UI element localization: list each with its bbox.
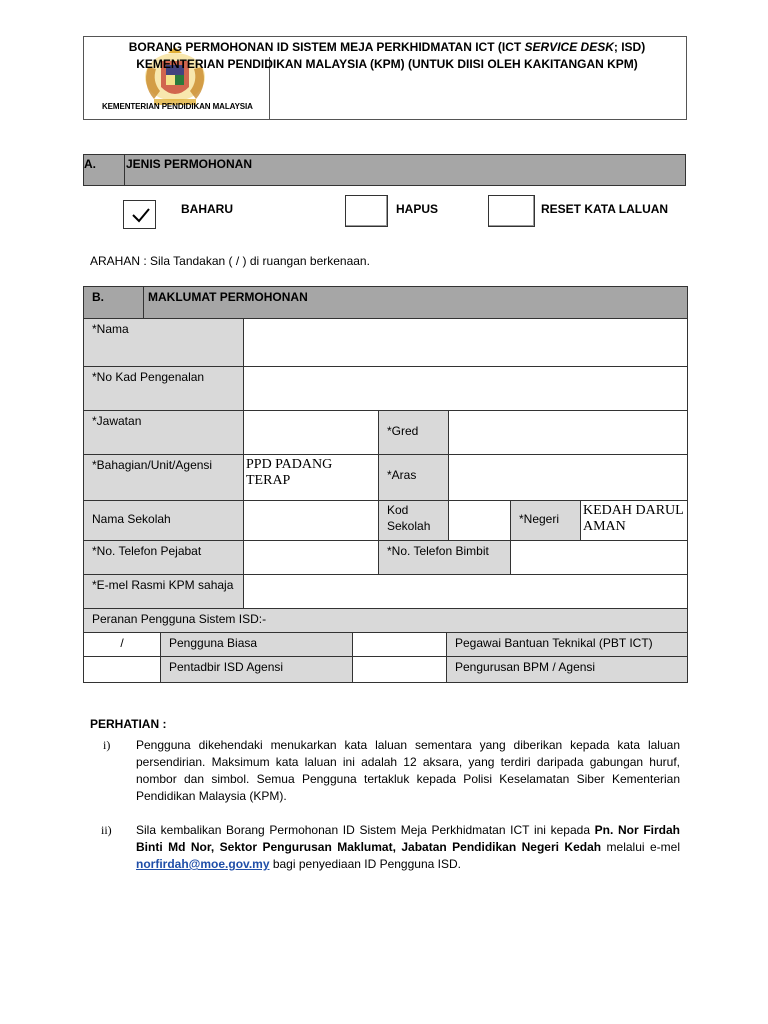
negeri-value-line1: KEDAH DARUL — [583, 503, 684, 518]
gred-label: *Gred — [379, 411, 449, 455]
role-pengguna-biasa-mark[interactable]: / — [84, 633, 161, 657]
gred-field[interactable] — [449, 411, 687, 455]
role-pbt-mark[interactable] — [353, 633, 447, 657]
section-a-title: JENIS PERMOHONAN — [126, 157, 253, 171]
instruction-text: ARAHAN : Sila Tandakan ( / ) di ruangan berkenaan. — [90, 254, 370, 268]
negeri-label: *Negeri — [511, 501, 581, 541]
bahagian-field[interactable] — [244, 455, 379, 501]
form-header — [83, 36, 687, 120]
negeri-value-line2: AMAN — [583, 519, 626, 534]
kod-sekolah-label-line2: Sekolah — [387, 519, 431, 533]
role-pengurusan-label: Pengurusan BPM / Agensi — [447, 657, 687, 682]
role-pbt-label: Pegawai Bantuan Teknikal (PBT ICT) — [447, 633, 687, 657]
option-baharu-label: BAHARU — [181, 202, 233, 216]
kod-sekolah-label-line1: Kod — [387, 503, 409, 517]
tel-bimbit-label: *No. Telefon Bimbit — [379, 541, 511, 575]
option-hapus-label: HAPUS — [396, 202, 439, 216]
aras-field[interactable] — [449, 455, 687, 501]
role-pengurusan-mark[interactable] — [353, 657, 447, 682]
nama-sekolah-field[interactable] — [244, 501, 379, 541]
email-field[interactable] — [244, 575, 687, 609]
role-pengguna-biasa-label: Pengguna Biasa — [161, 633, 353, 657]
role-pentadbir-label: Pentadbir ISD Agensi — [161, 657, 353, 682]
email-label: *E-mel Rasmi KPM sahaja — [84, 575, 244, 609]
note-2-text: Sila kembalikan Borang Permohonan ID Sistem Meja Perkhidmatan ICT ini kepada Pn. Nor Firdah Binti Md Nor, Sektor Pengurusan Maklumat, Jabatan Pendidikan Negeri Kedah melalui e-mel norfirdah@moe.gov.my bagi penyediaan ID Pengguna ISD. — [136, 823, 681, 871]
contact-person: Pn. Nor Firdah Binti Md Nor, Sektor Pengurusan Maklumat, Jabatan Pendidikan Negeri Kedah — [136, 823, 681, 854]
tel-pejabat-field[interactable] — [244, 541, 379, 575]
checkbox-baharu[interactable] — [123, 200, 156, 229]
ministry-name: KEMENTERIAN PENDIDIKAN MALAYSIA — [102, 102, 253, 111]
peranan-label: Peranan Pengguna Sistem ISD:- — [84, 609, 687, 633]
section-b-title: MAKLUMAT PERMOHONAN — [144, 287, 687, 319]
jawatan-label: *Jawatan — [84, 411, 244, 455]
checkmark-icon — [124, 201, 157, 230]
section-b-letter: B. — [84, 287, 144, 319]
aras-label: *Aras — [379, 455, 449, 501]
tel-pejabat-label: *No. Telefon Pejabat — [84, 541, 244, 575]
kod-sekolah-field[interactable] — [449, 501, 511, 541]
note-1-text: Pengguna dikehendaki menukarkan kata laluan sementara yang diberikan kepada kata laluan persendirian. Maksimum kata laluan ini adalah 12 aksara, yang terdiri daripada gabungan huruf, nombor dan simbol. Semua Pengguna tertakluk kepada Polisi Keselamatan Siber Kementerian Pendidikan Malaysia (KPM). — [136, 738, 680, 803]
note-1-number: i) — [103, 738, 111, 752]
bahagian-value-line1: PPD PADANG — [246, 457, 333, 472]
bahagian-label: *Bahagian/Unit/Agensi — [84, 455, 244, 501]
form-title: BORANG PERMOHONAN ID SISTEM MEJA PERKHIDMATAN ICT (ICT SERVICE DESK; ISD) KEMENTERIAN PENDIDIKAN MALAYSIA (KPM) (UNTUK DIISI OLEH KAKITANGAN KPM) — [128, 40, 646, 71]
negeri-field[interactable] — [581, 501, 687, 541]
tel-bimbit-field[interactable] — [511, 541, 687, 575]
nama-label: *Nama — [84, 319, 244, 367]
nama-sekolah-label: Nama Sekolah — [84, 501, 244, 541]
note-2-number: ii) — [101, 823, 112, 837]
bahagian-value-line2: TERAP — [246, 473, 291, 488]
ic-field[interactable] — [244, 367, 687, 411]
section-b-table — [83, 286, 688, 683]
jawatan-field[interactable] — [244, 411, 379, 455]
perhatian-title: PERHATIAN : — [90, 717, 167, 731]
role-pentadbir-mark[interactable] — [84, 657, 161, 682]
ic-label: *No Kad Pengenalan — [84, 367, 244, 411]
nama-field[interactable] — [244, 319, 687, 367]
section-a-letter: A. — [84, 157, 96, 171]
checkbox-hapus[interactable] — [345, 195, 388, 227]
checkbox-reset-kata-laluan[interactable] — [488, 195, 535, 227]
contact-email-link[interactable]: norfirdah@moe.gov.my — [136, 857, 270, 871]
kod-sekolah-label — [379, 501, 449, 541]
option-reset-label: RESET KATA LALUAN — [541, 202, 669, 216]
section-a-header — [83, 154, 686, 186]
